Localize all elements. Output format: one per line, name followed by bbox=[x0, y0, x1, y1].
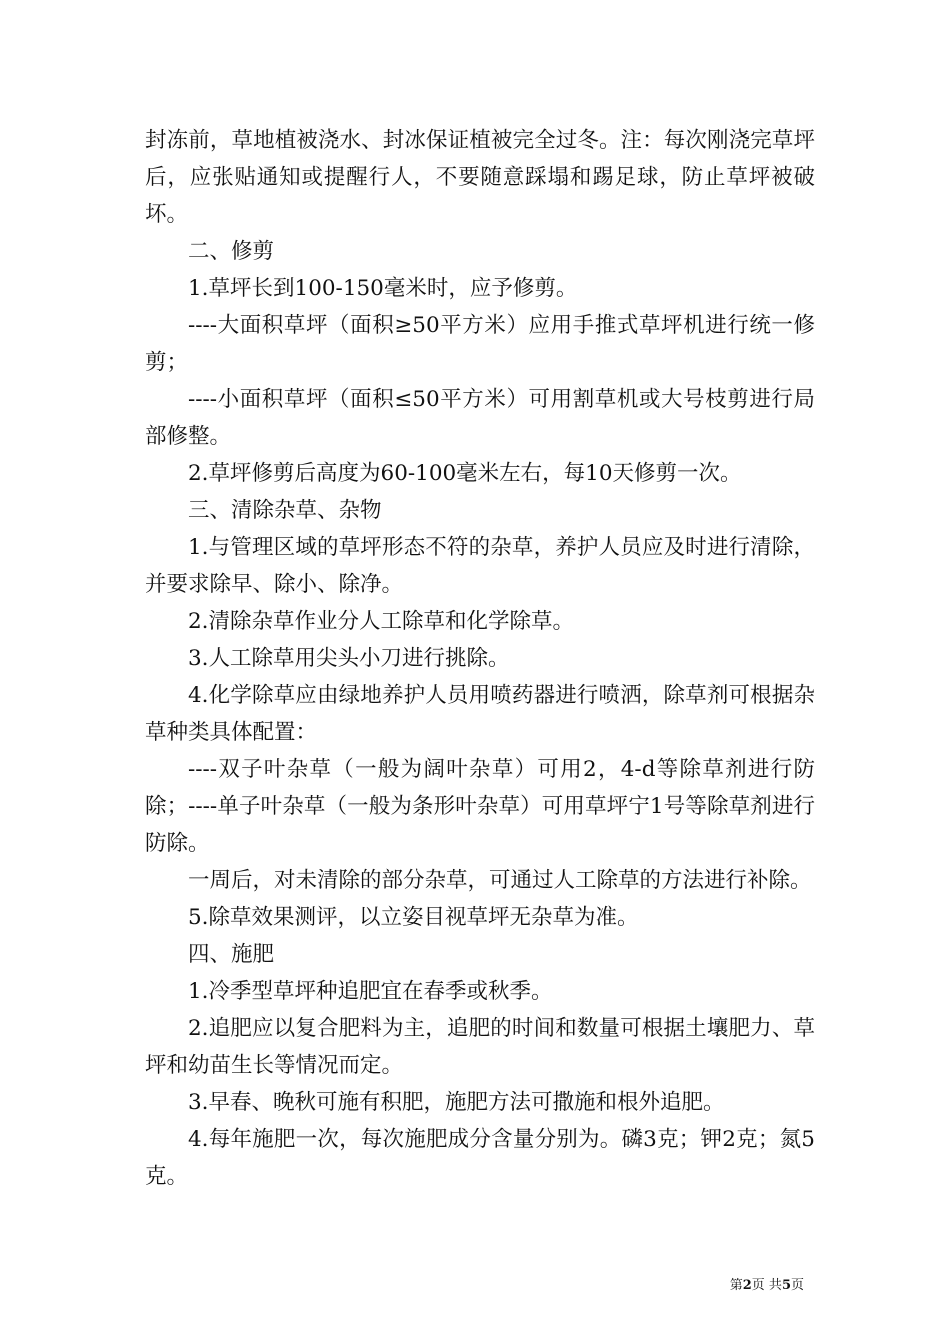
paragraph-4: ----小面积草坪（面积≤50平方米）可用割草机或大号枝剪进行局部修整。 bbox=[145, 387, 815, 449]
paragraph-18: 4.每年施肥一次，每次施肥成分含量分别为。磷3克；钾2克；氮5克。 bbox=[145, 1127, 815, 1189]
paragraph-9: 3.人工除草用尖头小刀进行挑除。 bbox=[188, 646, 510, 671]
footer-prefix: 第 bbox=[729, 1278, 743, 1293]
footer-suffix: 页 bbox=[790, 1278, 804, 1293]
paragraph-0: 封冻前，草地植被浇水、封冰保证植被完全过冬。注：每次刚浇完草坪后，应张贴通知或提醒行人，不要随意踩塌和踢足球，防止草坪被破坏。 bbox=[145, 128, 815, 227]
page-footer bbox=[730, 1274, 804, 1293]
paragraph-2: 1.草坪长到100-150毫米时，应予修剪。 bbox=[188, 276, 578, 301]
paragraph-3: ----大面积草坪（面积≥50平方米）应用手推式草坪机进行统一修剪； bbox=[145, 313, 815, 375]
section-heading-weeding: 三、清除杂草、杂物 bbox=[188, 498, 382, 523]
paragraph-13: 5.除草效果测评，以立姿目视草坪无杂草为准。 bbox=[188, 905, 639, 930]
paragraph-15: 1.冷季型草坪种追肥宜在春季或秋季。 bbox=[188, 979, 553, 1004]
footer-current-page: 2 bbox=[742, 1278, 752, 1293]
paragraph-10: 4.化学除草应由绿地养护人员用喷药器进行喷洒，除草剂可根据杂草种类具体配置： bbox=[145, 683, 815, 745]
paragraph-16: 2.追肥应以复合肥料为主，追肥的时间和数量可根据土壤肥力、草坪和幼苗生长等情况而定。 bbox=[145, 1016, 815, 1078]
paragraph-8: 2.清除杂草作业分人工除草和化学除草。 bbox=[188, 609, 575, 634]
paragraph-12: 一周后，对未清除的部分杂草，可通过人工除草的方法进行补除。 bbox=[188, 868, 812, 893]
paragraph-5: 2.草坪修剪后高度为60-100毫米左右，每10天修剪一次。 bbox=[188, 461, 742, 486]
document-body bbox=[145, 122, 815, 1195]
footer-middle: 页 共 bbox=[751, 1278, 782, 1293]
section-heading-pruning: 二、修剪 bbox=[188, 239, 275, 264]
paragraph-17: 3.早春、晚秋可施有积肥，施肥方法可撒施和根外追肥。 bbox=[188, 1090, 725, 1115]
section-heading-fertilizing: 四、施肥 bbox=[188, 942, 275, 967]
footer-total-pages: 5 bbox=[781, 1278, 791, 1293]
paragraph-11: ----双子叶杂草（一般为阔叶杂草）可用2，4-d等除草剂进行防除；----单子叶杂草（一般为条形叶杂草）可用草坪宁1号等除草剂进行防除。 bbox=[145, 757, 815, 856]
paragraph-7: 1.与管理区域的草坪形态不符的杂草，养护人员应及时进行清除，并要求除早、除小、除净。 bbox=[145, 535, 815, 597]
